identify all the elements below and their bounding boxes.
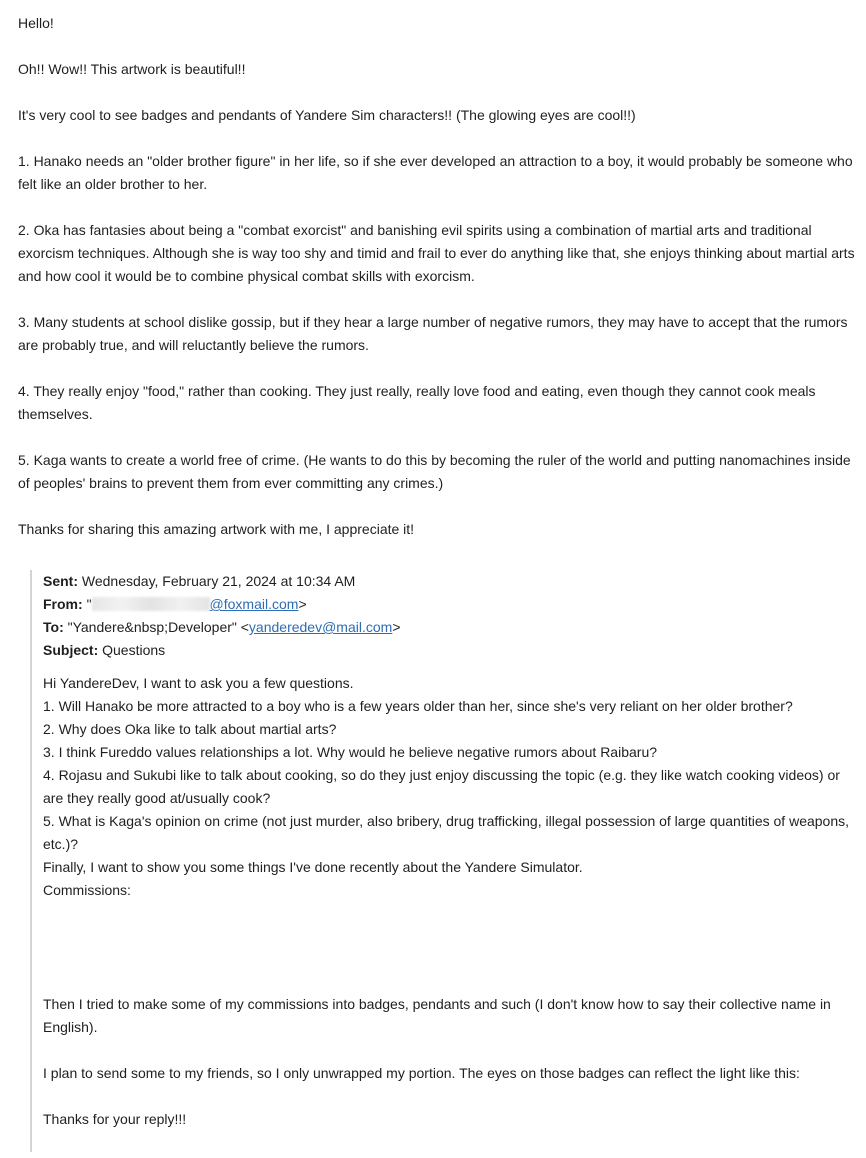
subject-value: Questions [102, 642, 166, 658]
reply-paragraph: Oh!! Wow!! This artwork is beautiful!! [18, 61, 246, 77]
reply-answer-5: 5. Kaga wants to create a world free of crime. (He wants to do this by becoming the ruler of the world and putting nanomachines inside of peoples' brains to prevent them from ever committing any crimes.) [18, 452, 851, 491]
sent-label: Sent: [43, 573, 78, 589]
reply-answer-4: 4. They really enjoy "food," rather than cooking. They just really, really love food and eating, even though they cannot cook meals themselves. [18, 383, 816, 422]
to-email-link[interactable]: yanderedev@mail.com [248, 619, 393, 635]
reply-greeting: Hello! [18, 15, 54, 31]
reply-paragraph: It's very cool to see badges and pendants of Yandere Sim characters!! (The glowing eyes are cool!!) [18, 107, 636, 123]
redacted-sender [92, 597, 210, 611]
subject-row [43, 639, 856, 662]
quoted-header [43, 570, 856, 662]
to-suffix: > [392, 619, 401, 635]
from-suffix: > [298, 596, 307, 612]
commissions-label: Commissions: [43, 882, 131, 898]
question-5: 5. What is Kaga's opinion on crime (not just murder, also bribery, drug trafficking, illegal possession of large quantities of weapons, etc.)? [43, 813, 850, 852]
sent-row [43, 570, 856, 593]
question-1: 1. Will Hanako be more attracted to a boy who is a few years older than her, since she's very reliant on her older brother? [43, 698, 793, 714]
reply-answer-2: 2. Oka has fantasies about being a "combat exorcist" and banishing evil spirits using a combination of martial arts and traditional exorcism techniques. Although she is way too shy and timid and frail to ever do anything like that, she enjoys thinking about martial arts and how cool it would be to combine physical combat skills with exorcism. [18, 222, 855, 284]
quoted-friends: I plan to send some to my friends, so I only unwrapped my portion. The eyes on those badges can reflect the light like this: [43, 1065, 800, 1081]
question-4: 4. Rojasu and Sukubi like to talk about cooking, so do they just enjoy discussing the topic (e.g. they like watch cooking videos) or are they really good at/usually cook? [43, 767, 840, 806]
question-3: 3. I think Fureddo values relationships a lot. Why would he believe negative rumors about Raibaru? [43, 744, 658, 760]
quoted-body [43, 672, 856, 1131]
reply-answer-1: 1. Hanako needs an "older brother figure" in her life, so if she ever developed an attraction to a boy, it would probably be someone who felt like an older brother to her. [18, 153, 853, 192]
reply-body [18, 12, 858, 564]
question-2: 2. Why does Oka like to talk about martial arts? [43, 721, 337, 737]
reply-signoff: Thanks for sharing this amazing artwork with me, I appreciate it! [18, 521, 415, 537]
to-name: "Yandere&nbsp;Developer" < [67, 619, 249, 635]
from-label: From: [43, 596, 83, 612]
from-row [43, 593, 856, 616]
from-email-link[interactable]: @foxmail.com [209, 596, 299, 612]
quoted-thanks: Thanks for your reply!!! [43, 1111, 187, 1127]
to-label: To: [43, 619, 64, 635]
quoted-finally: Finally, I want to show you some things I've done recently about the Yandere Simulator. [43, 859, 583, 875]
subject-label: Subject: [43, 642, 99, 658]
to-row [43, 616, 856, 639]
image-placeholder [43, 902, 856, 993]
quoted-message [30, 570, 856, 1152]
quoted-greeting: Hi YandereDev, I want to ask you a few questions. [43, 675, 354, 691]
from-prefix: " [86, 596, 92, 612]
sent-value: Wednesday, February 21, 2024 at 10:34 AM [81, 573, 356, 589]
reply-answer-3: 3. Many students at school dislike gossip, but if they hear a large number of negative rumors, they may have to accept that the rumors are probably true, and will reluctantly believe the rumors. [18, 314, 848, 353]
quoted-badges: Then I tried to make some of my commissions into badges, pendants and such (I don't know how to say their collective name in English). [43, 996, 831, 1035]
